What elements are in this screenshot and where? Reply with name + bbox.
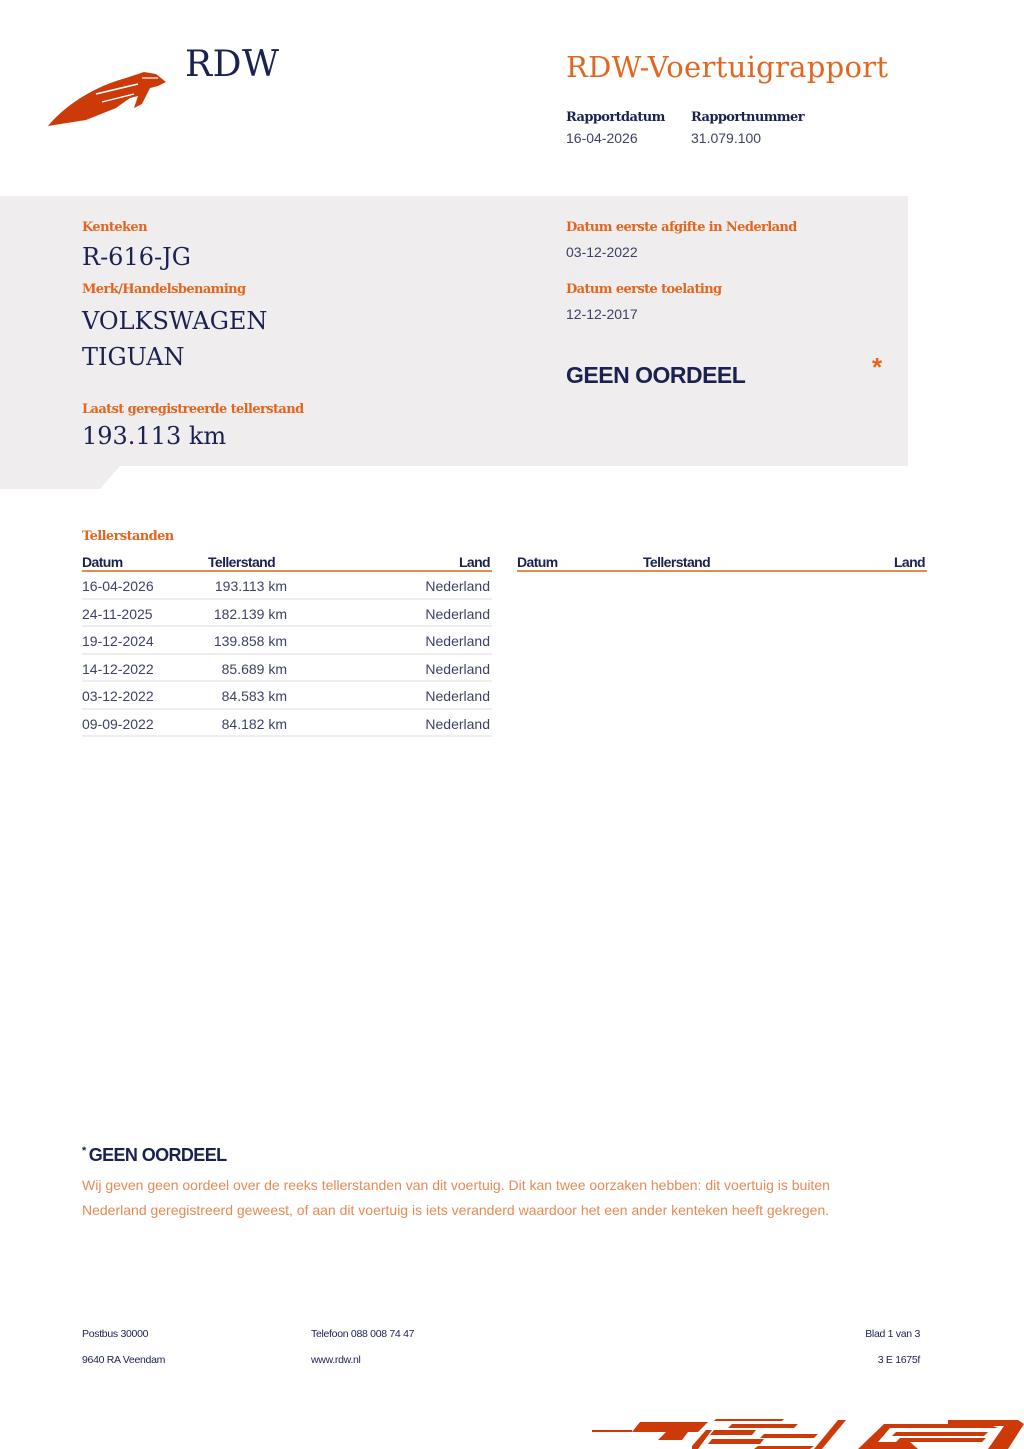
row-country: Nederland: [425, 660, 490, 677]
row-date: 16-04-2026: [82, 578, 154, 594]
plate-label: Kenteken: [82, 220, 147, 235]
table-header: [517, 552, 927, 572]
make-value: VOLKSWAGEN: [82, 307, 268, 335]
report-number-label: Rapportnummer: [691, 110, 804, 125]
rdw-logo-icon: [46, 64, 168, 128]
column-header-odometer: Tellerstand: [208, 554, 276, 570]
note-title: [82, 1145, 227, 1166]
column-header-odometer: Tellerstand: [643, 554, 711, 570]
column-header-date: Datum: [82, 554, 123, 570]
table-row: [82, 627, 492, 655]
row-country: Nederland: [425, 578, 490, 594]
first-admission-label: Datum eerste toelating: [566, 282, 722, 297]
row-country: Nederland: [425, 605, 490, 622]
footer-address-line1: Postbus 30000: [82, 1328, 149, 1340]
note-text: Wij geven geen oordeel over de reeks tellerstanden van dit voertuig. Dit kan twee oorzaken hebben: dit voertuig is buiten Nederland geregistreerd geweest, of aan dit voertuig is iets veranderd waardoor het een ander kenteken heeft gekregen.: [82, 1177, 830, 1218]
row-date: 19-12-2024: [82, 633, 154, 649]
readings-table-right: [517, 552, 927, 572]
row-odometer: 85.689 km: [221, 660, 287, 677]
report-number-block: [691, 110, 804, 146]
readings-title: Tellerstanden: [82, 529, 174, 544]
table-row: [82, 655, 492, 683]
first-nl-label: Datum eerste afgifte in Nederland: [566, 220, 797, 235]
first-admission-value: 12-12-2017: [566, 306, 638, 322]
table-row: [82, 682, 492, 710]
row-odometer: 84.583 km: [221, 688, 287, 704]
make-label: Merk/Handelsbenaming: [82, 282, 246, 297]
footer-phone: Telefoon 088 008 74 47: [311, 1328, 415, 1340]
footer-address-line2: 9640 RA Veendam: [82, 1354, 166, 1366]
footer-website-link[interactable]: www.rdw.nl: [311, 1354, 361, 1366]
decorative-stripes-icon: [588, 1406, 1024, 1449]
note-asterisk-icon: *: [82, 1145, 86, 1157]
row-country: Nederland: [425, 688, 490, 704]
report-date-block: [566, 110, 665, 146]
table-row: [82, 710, 492, 738]
brand-name: RDW: [185, 44, 280, 85]
column-header-date: Datum: [517, 554, 558, 570]
odometer-label: Laatst geregistreerde tellerstand: [82, 402, 304, 417]
report-date-value: 16-04-2026: [566, 130, 638, 146]
first-nl-value: 03-12-2022: [566, 244, 638, 260]
model-value: TIGUAN: [82, 343, 185, 371]
footer-code: 3 E 1675f: [877, 1354, 920, 1366]
row-odometer: 84.182 km: [221, 715, 287, 732]
plate-value: R-616-JG: [82, 243, 191, 271]
row-date: 14-12-2022: [82, 660, 154, 677]
row-odometer: 182.139 km: [213, 605, 287, 622]
column-header-country: Land: [458, 554, 490, 570]
table-header: [82, 552, 492, 572]
row-date: 09-09-2022: [82, 715, 154, 732]
row-odometer: 193.113 km: [214, 578, 287, 594]
document-title: RDW-Voertuigrapport: [566, 50, 889, 84]
readings-table-left: [82, 552, 492, 737]
table-row: [82, 572, 492, 600]
report-number-value: 31.079.100: [691, 130, 762, 146]
row-country: Nederland: [425, 633, 490, 649]
footer-page-number: Blad 1 van 3: [865, 1328, 920, 1340]
row-country: Nederland: [425, 715, 490, 732]
note-title-text: GEEN OORDEEL: [88, 1145, 227, 1165]
row-odometer: 139.858 km: [213, 633, 287, 649]
report-date-label: Rapportdatum: [566, 110, 665, 125]
row-date: 24-11-2025: [82, 605, 153, 622]
column-header-country: Land: [893, 554, 925, 570]
footnote-asterisk-icon: *: [872, 352, 883, 382]
verdict-status: GEEN OORDEEL: [566, 362, 746, 388]
table-row: [82, 600, 492, 628]
row-date: 03-12-2022: [82, 688, 154, 704]
odometer-value: 193.113 km: [82, 422, 227, 450]
